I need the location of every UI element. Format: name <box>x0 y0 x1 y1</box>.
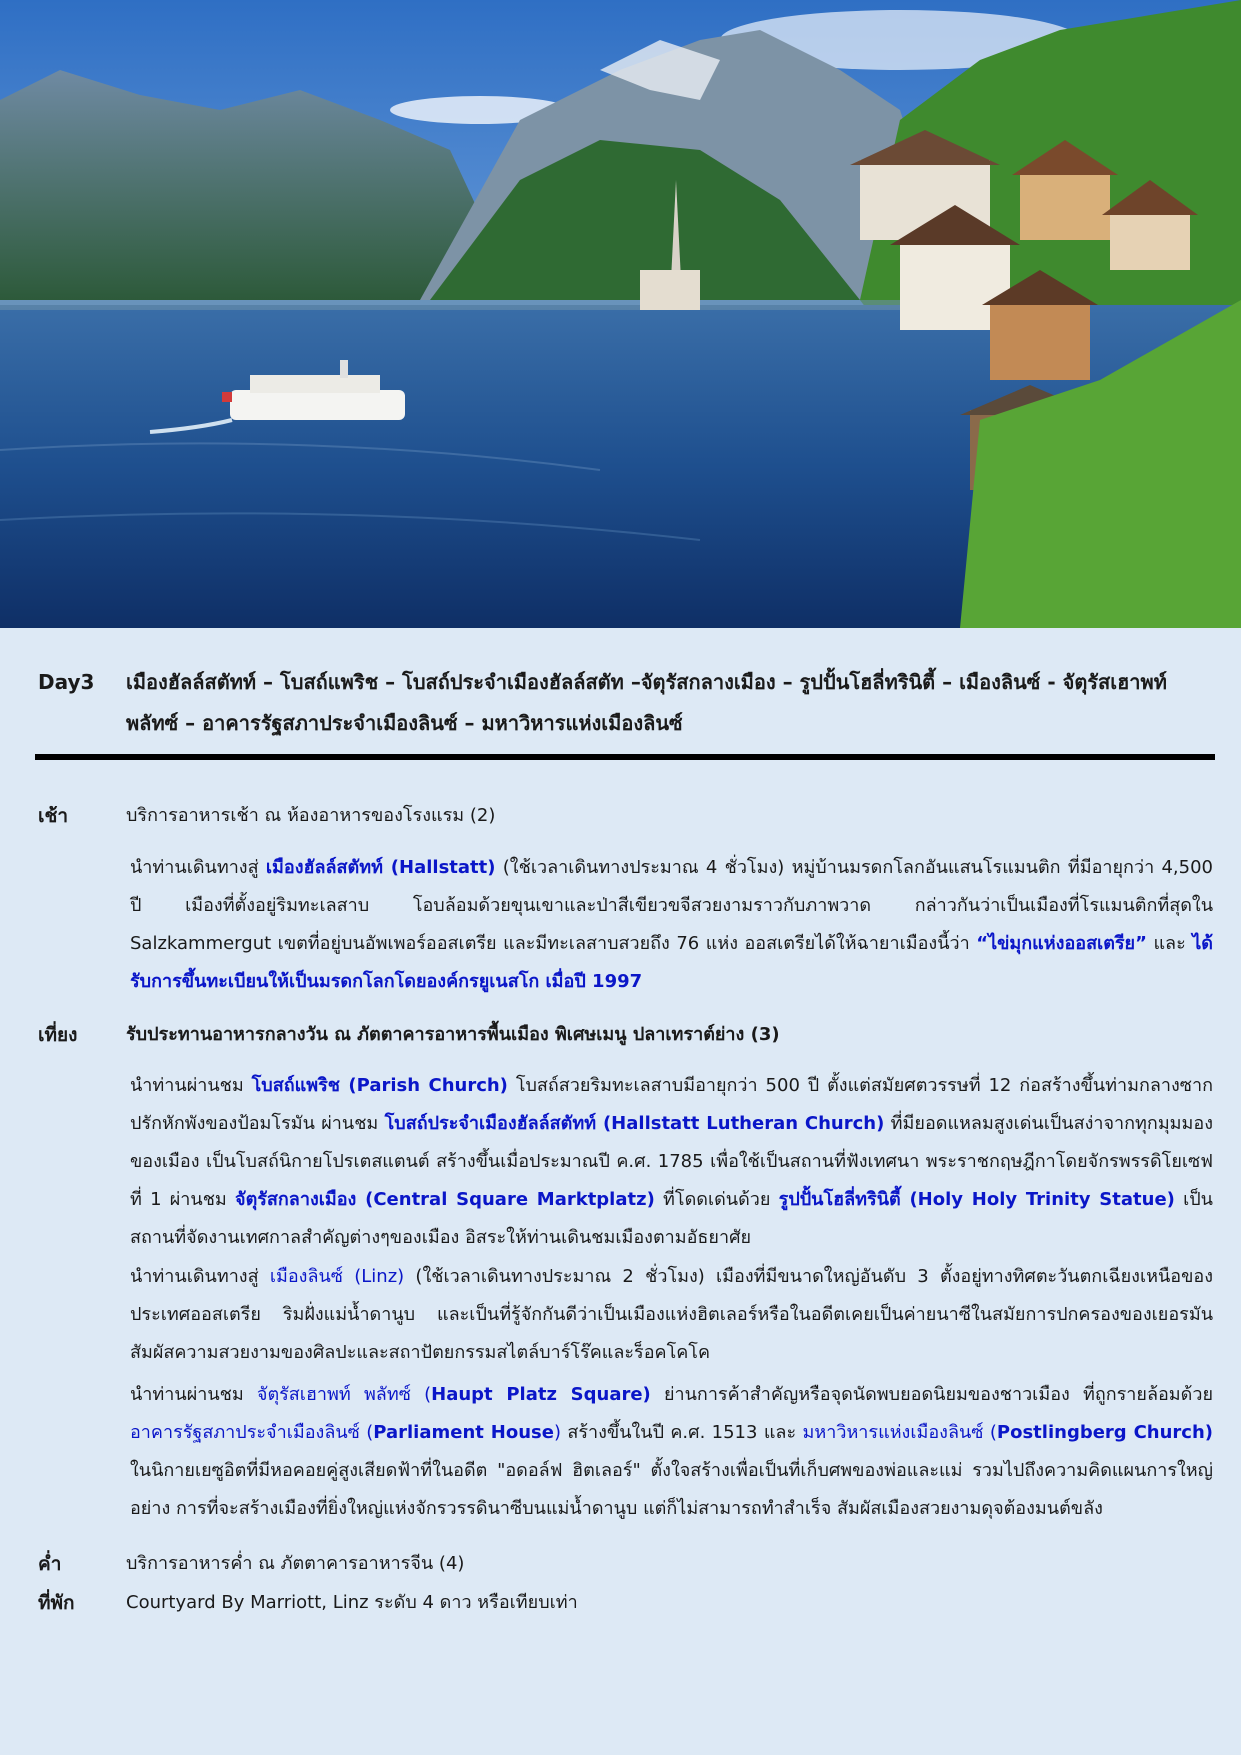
header-divider <box>35 754 1215 760</box>
dinner-text: บริการอาหารค่ำ ณ ภัตตาคารอาหารจีน (4) <box>126 1553 465 1574</box>
lunch-row <box>38 1016 1213 1054</box>
trinity-statue-highlight: รูปปั้นโฮลี่ทรินิตี้ (Holy Holy Trinity Statue) <box>778 1189 1175 1210</box>
lunch-text: รับประทานอาหารกลางวัน ณ ภัตตาคารอาหารพื้นเมือง พิเศษเมนู ปลาเทราต์ย่าง (3) <box>126 1024 780 1045</box>
hotel-row <box>38 1584 1213 1622</box>
hallstatt-paragraph: นำท่านเดินทางสู่ เมืองฮัลล์สตัทท์ (Hallstatt) (ใช้เวลาเดินทางประมาณ 4 ชั่วโมง) หมู่บ้านมรดกโลกอันแสนโรแมนติก ที่มีอายุกว่า 4,500 ปี เมืองที่ตั้งอยู่ริมทะเลสาบ โอบล้อมด้วยขุนเขาและป่าสีเขียวขจีสวยงามราวกับภาพวาด กล่าวกันว่าเป็นเมืองที่โรแมนติกที่สุดใน Salzkammergut เขตที่อยู่บนอัพเพอร์ออสเตรีย และมีทะเลสาบสวยถึง 76 แห่ง ออสเตรียได้ให้ฉายาเมืองนี้ว่า “ไข่มุกแห่งออสเตรีย” และ ได้รับการขึ้นทะเบียนให้เป็นมรดกโลกโดยองค์กรยูเนสโก เมื่อปี 1997 <box>130 857 1213 992</box>
cathedral-highlight-thai: มหาวิหารแห่งเมืองลินซ์ ( <box>802 1422 997 1443</box>
hero-photo-hallstatt <box>0 0 1241 628</box>
haupt-platz-highlight-en: Haupt Platz Square) <box>431 1384 651 1405</box>
square-paragraph: นำท่านผ่านชม จัตุรัสเฮาพท์ พลัทซ์ (Haupt Platz Square) ย่านการค้าสำคัญหรือจุดนัดพบยอดนิยมของชาวเมือง ที่ถูกรายล้อมด้วย อาคารรัฐสภาประจำเมืองลินซ์ (Parliament House) สร้างขึ้นในปี ค.ศ. 1513 และ มหาวิหารแห่งเมืองลินซ์ (Postlingberg Church) ในนิกายเยซูอิตที่มีหอคอยคู่สูงเสียดฟ้าที่ในอดีต "อดอล์ฟ ฮิตเลอร์" ตั้งใจสร้างเพื่อเป็นที่เก็บศพของพ่อและแม่ รวมไปถึงความคิดแผนการใหญ่อย่าง การที่จะสร้างเมืองที่ยิ่งใหญ่แห่งจักรวรรดินาซีบนแม่น้ำดานูบ แต่ก็ไม่สามารถทำสำเร็จ สัมผัสเมืองสวยงามดุจต้องมนต์ขลัง <box>130 1384 1214 1519</box>
parish-church-highlight: โบสถ์แพริช (Parish Church) <box>251 1075 508 1096</box>
cathedral-highlight-en: Postlingberg Church) <box>996 1422 1214 1443</box>
haupt-platz-highlight-thai: จัตุรัสเฮาพท์ พลัทซ์ ( <box>256 1384 432 1405</box>
central-square-highlight: จัตุรัสกลางเมือง (Central Square Marktplatz) <box>235 1189 655 1210</box>
hotel-label: ที่พัก <box>38 1592 75 1614</box>
lutheran-church-highlight: โบสถ์ประจำเมืองฮัลล์สตัทท์ (Hallstatt Lutheran Church) <box>384 1113 885 1134</box>
linz-paragraph: นำท่านเดินทางสู่ เมืองลินซ์ (Linz) (ใช้เวลาเดินทางประมาณ 2 ชั่วโมง) เมืองที่มีขนาดใหญ่อันดับ 3 ตั้งอยู่ทางทิศตะวันตกเฉียงเหนือของประเทศออสเตรีย ริมฝั่งแม่น้ำดานูบ และเป็นที่รู้จักกันดีว่าเป็นเมืองแห่งฮิตเลอร์หรือในอดีตเคยเป็นค่ายนาซีในสมัยการปกครองของเยอรมัน สัมผัสความสวยงามของศิลปะและสถาปัตยกรรมสไตล์บาร์โร๊คและร็อคโคโค <box>130 1266 1213 1363</box>
hotel-text: Courtyard By Marriott, Linz ระดับ 4 ดาว หรือเทียบเท่า <box>126 1592 578 1613</box>
breakfast-text: บริการอาหารเช้า ณ ห้องอาหารของโรงแรม (2) <box>126 805 496 826</box>
lunch-label: เที่ยง <box>38 1024 78 1046</box>
dinner-row <box>38 1545 1213 1583</box>
parliament-highlight-en: Parliament House <box>373 1422 554 1443</box>
day-label: Day3 <box>38 670 95 694</box>
hallstatt-link: เมืองฮัลล์สตัทท์ (Hallstatt) <box>265 857 496 878</box>
linz-highlight: เมืองลินซ์ (Linz) <box>269 1266 405 1287</box>
breakfast-label: เช้า <box>38 805 69 827</box>
dinner-label: ค่ำ <box>38 1553 62 1575</box>
pearl-of-austria-highlight: “ไข่มุกแห่งออสเตรีย” <box>976 933 1147 954</box>
parliament-highlight-thai: อาคารรัฐสภาประจำเมืองลินซ์ ( <box>130 1422 374 1443</box>
unesco-highlight: ได้รับการขึ้นทะเบียนให้เป็นมรดกโลกโดยองค์กรยูเนสโก เมื่อปี 1997 <box>130 933 1213 992</box>
day-title: เมืองฮัลล์สตัทท์ – โบสถ์แพริช – โบสถ์ประจำเมืองฮัลล์สตัท –จัตุรัสกลางเมือง – รูปปั้นโฮลี่ทรินิตี้ – เมืองลินซ์ - จัตุรัสเฮาพท์ พลัทซ์ – อาคารรัฐสภาประจำเมืองลินซ์ – มหาวิหารแห่งเมืองลินซ์ <box>126 670 1167 735</box>
breakfast-row <box>38 797 1213 835</box>
day-header <box>38 662 1208 744</box>
churches-paragraph: นำท่านผ่านชม โบสถ์แพริช (Parish Church) โบสถ์สวยริมทะเลสาบมีอายุกว่า 500 ปี ตั้งแต่สมัยศตวรรษที่ 12 ก่อสร้างขึ้นท่ามกลางซากปรักหักพังของป้อมโรมัน ผ่านชม โบสถ์ประจำเมืองฮัลล์สตัทท์ (Hallstatt Lutheran Church) ที่มียอดแหลมสูงเด่นเป็นสง่าจากทุกมุมมองของเมือง เป็นโบสถ์นิกายโปรเตสแตนต์ สร้างขึ้นเมื่อประมาณปี ค.ศ. 1785 เพื่อใช้เป็นสถานที่ฟังเทศนา พระราชกฤษฎีกาโดยจักรพรรดิโยเซฟที่ 1 ผ่านชม จัตุรัสกลางเมือง (Central Square Marktplatz) ที่โดดเด่นด้วย รูปปั้นโฮลี่ทรินิตี้ (Holy Holy Trinity Statue) เป็นสถานที่จัดงานเทศกาลสำคัญต่างๆของเมือง อิสระให้ท่านเดินชมเมืองตามอัธยาศัย <box>130 1075 1214 1248</box>
